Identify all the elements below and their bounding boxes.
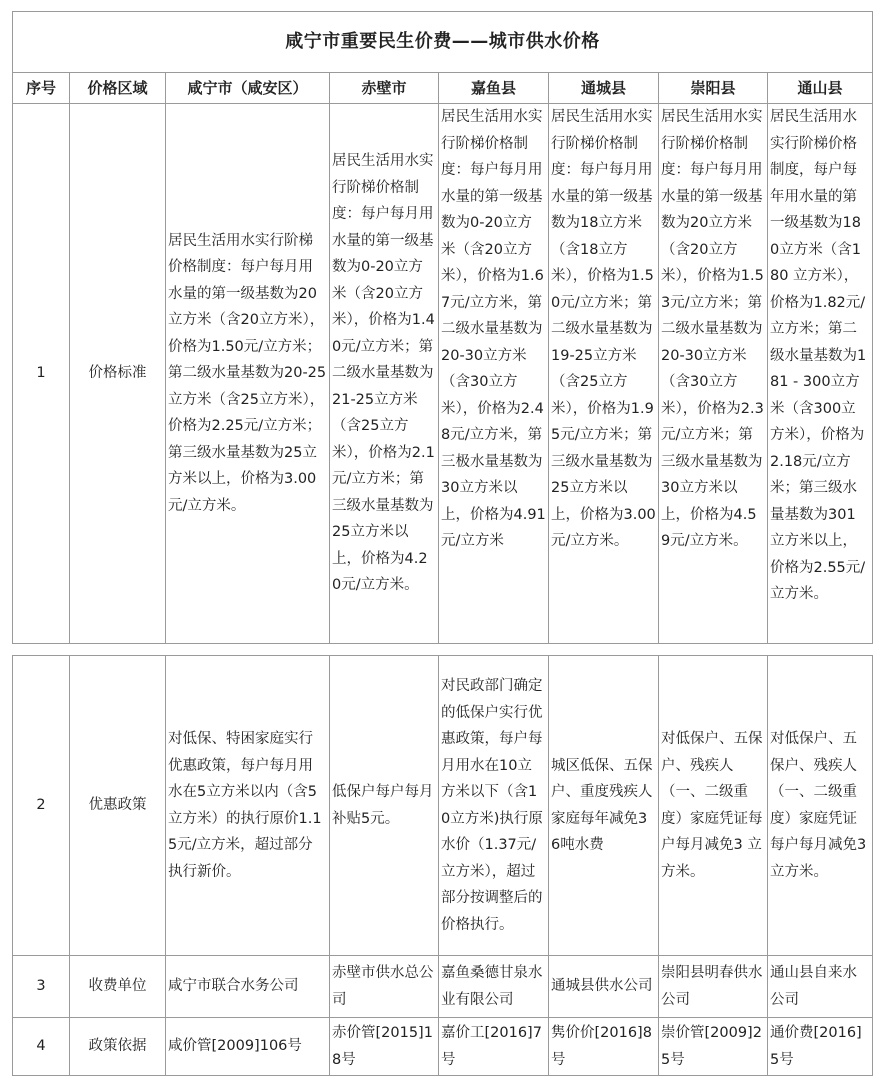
cell-xianning: 咸价管[2009]106号 (166, 1018, 330, 1076)
cell-chongyang: 崇价管[2009]25号 (659, 1018, 768, 1076)
cell-jiayu: 嘉鱼桑德甘泉水业有限公司 (439, 956, 549, 1018)
cell-tongcheng: 通城县供水公司 (549, 956, 659, 1018)
cell-chibi: 低保户每户每月补贴5元。 (330, 656, 439, 956)
row-number: 4 (13, 1018, 70, 1076)
cell-chongyang: 居民生活用水实行阶梯价格制度：每户每月用水量的第一级基数为20立方米（含20立方米），价格为1.53元/立方米；第二级水量基数为20-30立方米（含30立方米），价格为2.3元/立方米；第三级水量基数为30立方米以上，价格为4.59元/立方米。 (659, 104, 768, 644)
table-row (13, 104, 873, 644)
header-chibi: 赤壁市 (330, 73, 439, 104)
price-table-container (12, 11, 872, 1076)
header-category: 价格区域 (70, 73, 166, 104)
cell-chongyang: 对低保户、五保户、残疾人（一、二级重度）家庭凭证每户每月减免3 立方米。 (659, 656, 768, 956)
cell-tongshan: 居民生活用水实行阶梯价格制度，每户每年用水量的第一级基数为180立方米（含180 立方米），价格为1.82元/ 立方米；第二级水量基数为181 - 300立方米（含300立方米），价格为2.18元/立方米；第三级水量基数为301立方米以上，价格为2.55元/立方米。 (768, 104, 873, 644)
cell-xianning: 对低保、特困家庭实行优惠政策，每户每月用水在5立方米以内（含5立方米）的执行原价1.15元/立方米，超过部分执行新价。 (166, 656, 330, 956)
row-number: 1 (13, 104, 70, 644)
header-xianning: 咸宁市（咸安区） (166, 73, 330, 104)
cell-chongyang: 崇阳县明春供水公司 (659, 956, 768, 1018)
header-row (13, 73, 873, 104)
cell-jiayu: 嘉价工[2016]7号 (439, 1018, 549, 1076)
cell-jiayu: 居民生活用水实行阶梯价格制度：每户每月用水量的第一级基数为0-20立方米（含20立方米），价格为1.67元/立方米，第二级水量基数为20-30立方米（含30立方米），价格为2.48元/立方米，第三极水量基数为30立方米以上，价格为4.91元/立方米 (439, 104, 549, 644)
header-no: 序号 (13, 73, 70, 104)
cell-xianning: 居民生活用水实行阶梯价格制度：每户每月用水量的第一级基数为20立方米（含20立方米），价格为1.50元/立方米；第二级水量基数为20-25立方米（含25立方米），价格为2.25元/立方米；第三级水量基数为25立方米以上，价格为3.00元/立方米。 (166, 104, 330, 644)
cell-tongshan: 通价费[2016]5号 (768, 1018, 873, 1076)
cell-jiayu: 对民政部门确定的低保户实行优惠政策，每户每月用水在10立方米以下（含10立方米)执行原水价（1.37元/立方米），超过部分按调整后的价格执行。 (439, 656, 549, 956)
header-chongyang: 崇阳县 (659, 73, 768, 104)
cell-tongshan: 对低保户、五保户、残疾人（一、二级重度）家庭凭证每户每月减免3 立方米。 (768, 656, 873, 956)
cell-tongcheng: 城区低保、五保户、重度残疾人家庭每年减免36吨水费 (549, 656, 659, 956)
row-category: 优惠政策 (70, 656, 166, 956)
row-separator (13, 644, 873, 656)
cell-xianning: 咸宁市联合水务公司 (166, 956, 330, 1018)
cell-tongshan: 通山县自来水公司 (768, 956, 873, 1018)
row-number: 3 (13, 956, 70, 1018)
table-row (13, 656, 873, 956)
table-row (13, 956, 873, 1018)
row-category: 收费单位 (70, 956, 166, 1018)
header-tongshan: 通山县 (768, 73, 873, 104)
header-jiayu: 嘉鱼县 (439, 73, 549, 104)
cell-chibi: 赤壁市供水总公司 (330, 956, 439, 1018)
cell-chibi: 赤价管[2015]18号 (330, 1018, 439, 1076)
table-row (13, 1018, 873, 1076)
row-category: 价格标准 (70, 104, 166, 644)
header-tongcheng: 通城县 (549, 73, 659, 104)
table-title: 咸宁市重要民生价费——城市供水价格 (13, 12, 873, 73)
water-price-table (12, 11, 873, 1076)
row-category: 政策依据 (70, 1018, 166, 1076)
cell-chibi: 居民生活用水实行阶梯价格制度：每户每月用水量的第一级基数为0-20立方米（含20立方米），价格为1.40元/立方米；第二级水量基数为21-25立方米（含25立方米），价格为2.1元/立方米；第三级水量基数为25立方米以上，价格为4.20元/立方米。 (330, 104, 439, 644)
cell-tongcheng: 隽价价[2016]8号 (549, 1018, 659, 1076)
cell-tongcheng: 居民生活用水实行阶梯价格制度：每户每月用水量的第一级基数为18立方米（含18立方米），价格为1.50元/立方米；第二级水量基数为19-25立方米（含25立方米），价格为1.95元/立方米；第三级水量基数为25立方米以上，价格为3.00元/立方米。 (549, 104, 659, 644)
row-number: 2 (13, 656, 70, 956)
